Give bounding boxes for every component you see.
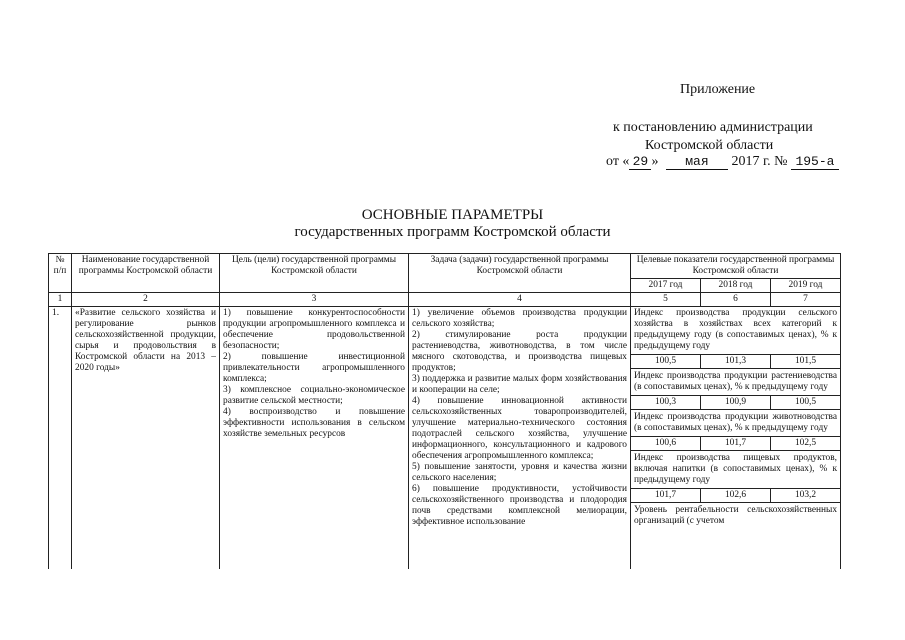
task-item: 6) повышение продуктивности, устойчивости сельскохозяйственного производства и плодородия почв средствами комплексной мелиорации, эффективное использование	[412, 484, 627, 527]
date-day: 29	[629, 155, 651, 170]
indicator-values	[631, 395, 840, 410]
value-2018: 100,9	[701, 396, 771, 409]
header-num: № п/п	[49, 254, 72, 293]
indicator-text: Индекс производства продукции сельского хозяйства в хозяйствах всех категорий к предыдущему году (в сопоставимых ценах), % к предыдущему году	[634, 308, 838, 351]
value-2019: 102,5	[794, 438, 817, 448]
goal-item: 3) комплексное социально-экономическое развитие сельской местности;	[223, 385, 405, 406]
indicator-values	[631, 436, 840, 451]
value-2019: 100,5	[794, 397, 817, 407]
date-prefix: от «	[606, 154, 630, 169]
value-2018: 102,6	[701, 489, 771, 502]
task-item: 4) повышение инновационной активности сельскохозяйственных товаропроизводителей, улучшение материально-технического состояния подотраслей сельского хозяйства, улучшение информационного, консультационного и кадрового обеспечения агропромышленного комплекса;	[412, 396, 627, 461]
value-2017: 100,5	[631, 355, 701, 368]
value-2017: 100,3	[631, 396, 701, 409]
date-month: мая	[666, 155, 728, 170]
goal-item: 2) повышение инвестиционной привлекательности агропромышленного комплекса;	[223, 352, 405, 384]
indicator-values	[631, 488, 840, 503]
indicator-values	[631, 354, 840, 369]
header-year-2018: 2018 год	[701, 279, 771, 293]
task-item: 3) поддержка и развитие малых форм хозяйствования и кооперации на селе;	[412, 374, 627, 395]
header-program-name: Наименование государственной программы Костромской области	[72, 254, 220, 293]
col-number: 3	[220, 293, 409, 307]
task-item: 2) стимулирование роста продукции растениеводства, животноводства, в том числе мясного скотоводства, и производства пищевых продуктов;	[412, 330, 627, 373]
task-item: 1) увеличение объемов производства продукции сельского хозяйства;	[412, 308, 627, 329]
program-name: «Развитие сельского хозяйства и регулирование рынков сельскохозяйственной продукции, сырья и продовольствия в Костромской области на 2013 – 2020 годы»	[72, 307, 220, 569]
value-2019: 101,5	[794, 356, 817, 366]
appendix-label: Приложение	[680, 82, 756, 97]
region-label: Костромской области	[645, 138, 774, 153]
resolution-label: к постановлению администрации	[613, 120, 813, 135]
indicator-text: Индекс производства продукции животноводства (в сопоставимых ценах), % к предыдущему году	[634, 412, 838, 433]
value-2017: 101,7	[631, 489, 701, 502]
program-goals	[220, 307, 409, 569]
value-2018: 101,3	[701, 355, 771, 368]
date-mid: »	[651, 154, 659, 169]
value-2017: 100,6	[631, 437, 701, 450]
col-number: 1	[49, 293, 72, 307]
program-tasks	[409, 307, 631, 569]
header-year-2019: 2019 год	[771, 279, 841, 293]
document-number: 195-а	[791, 155, 839, 170]
header-goals: Цель (цели) государственной программы Костромской области	[220, 254, 409, 293]
task-item: 5) повышение занятости, уровня и качества жизни сельского населения;	[412, 462, 627, 483]
header-year-2017: 2017 год	[631, 279, 701, 293]
col-number: 5	[631, 293, 701, 307]
indicator-text: Индекс производства пищевых продуктов, включая напитки (в сопоставимых ценах), % к предыдущему году	[634, 453, 838, 485]
indicator-text: Индекс производства продукции растениеводства (в сопоставимых ценах), % к предыдущему году	[634, 371, 838, 392]
programs-table	[48, 253, 841, 569]
col-number: 6	[701, 293, 771, 307]
date-line	[606, 154, 839, 170]
indicator-text: Уровень рентабельности сельскохозяйственных организаций (с учетом	[634, 505, 838, 526]
document-title: ОСНОВНЫЕ ПАРАМЕТРЫ	[361, 207, 544, 223]
date-year: 2017 г. №	[731, 154, 788, 169]
document-subtitle: государственных программ Костромской области	[294, 224, 611, 240]
col-number: 4	[409, 293, 631, 307]
col-number: 7	[771, 293, 841, 307]
value-2018: 101,7	[701, 437, 771, 450]
row-num: 1.	[49, 307, 72, 569]
value-2019: 103,2	[794, 490, 817, 500]
header-targets: Целевые показатели государственной программы Костромской области	[631, 254, 841, 279]
target-indicators	[631, 307, 841, 569]
goal-item: 1) повышение конкурентоспособности продукции агропромышленного комплекса и обеспечение продовольственной безопасности;	[223, 308, 405, 351]
header-tasks: Задача (задачи) государственной программы Костромской области	[409, 254, 631, 293]
col-number: 2	[72, 293, 220, 307]
goal-item: 4) воспроизводство и повышение эффективности использования в сельском хозяйстве земельных ресурсов	[223, 407, 405, 439]
